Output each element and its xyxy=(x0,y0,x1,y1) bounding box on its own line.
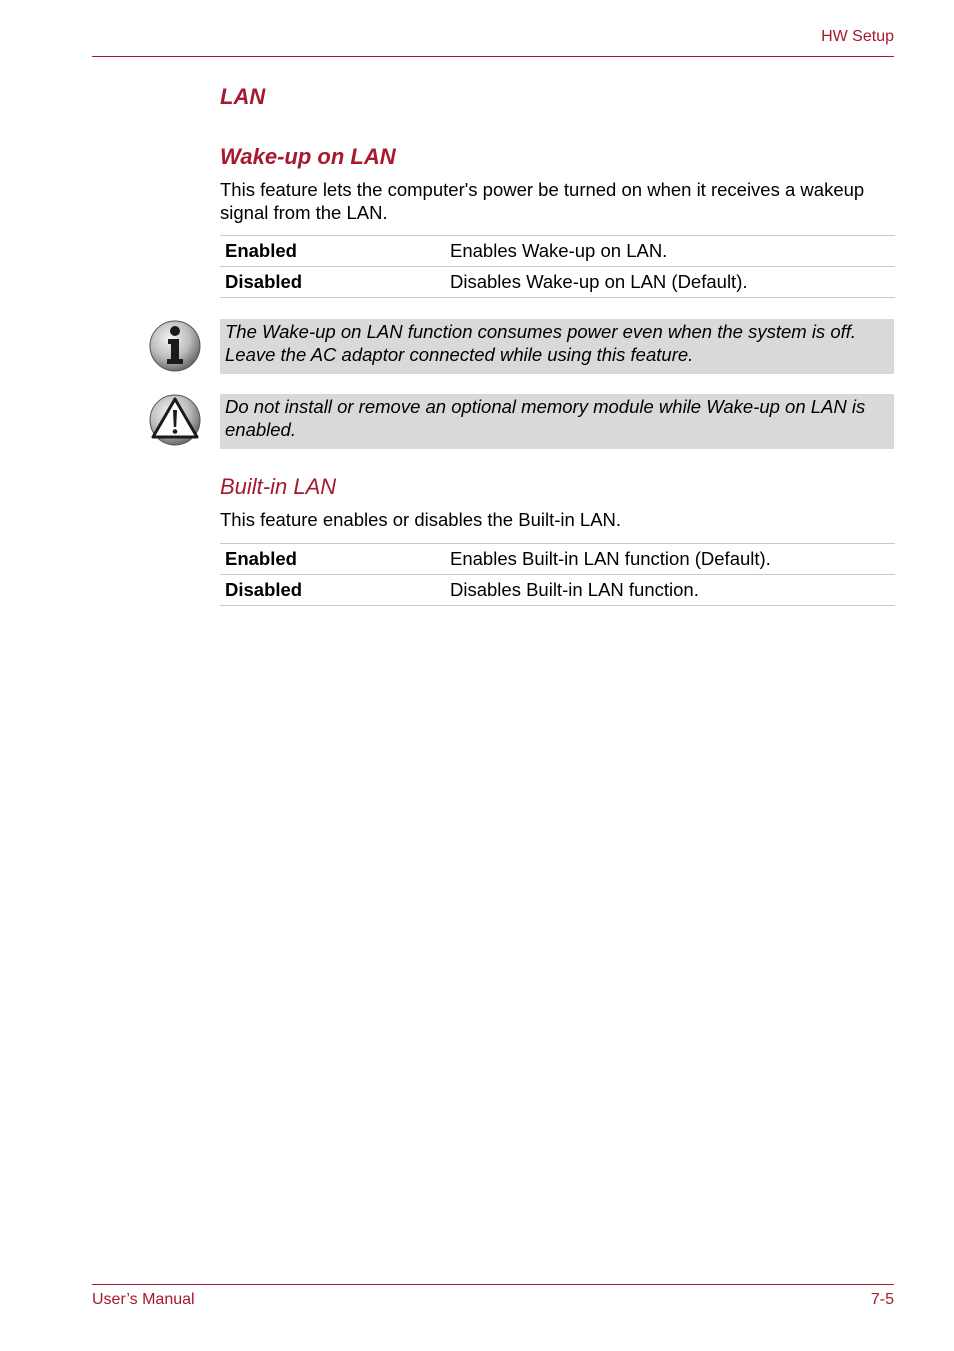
option-key: Enabled xyxy=(220,544,445,575)
subheading-wake-up-on-lan: Wake-up on LAN xyxy=(220,144,396,169)
warning-note: Do not install or remove an optional memory module while Wake-up on LAN is enabled. xyxy=(220,394,894,449)
info-icon xyxy=(148,319,202,373)
wake-options-table xyxy=(220,235,895,298)
table-row xyxy=(220,267,895,298)
header-divider xyxy=(92,56,894,57)
section-heading-lan: LAN xyxy=(220,84,266,109)
option-value: Enables Wake-up on LAN. xyxy=(445,236,895,267)
option-key: Disabled xyxy=(220,575,445,606)
footer-manual-title: User’s Manual xyxy=(92,1291,195,1308)
info-note: The Wake-up on LAN function consumes power even when the system is off. Leave the AC adaptor connected while using this feature. xyxy=(220,319,894,374)
builtin-description: This feature enables or disables the Built-in LAN. xyxy=(220,509,622,530)
table-row xyxy=(220,544,895,575)
option-value: Disables Wake-up on LAN (Default). xyxy=(445,267,895,298)
option-value: Disables Built-in LAN function. xyxy=(445,575,895,606)
table-row xyxy=(220,575,895,606)
running-header: HW Setup xyxy=(821,28,894,45)
option-key: Enabled xyxy=(220,236,445,267)
subheading-built-in-lan: Built-in LAN xyxy=(220,474,337,499)
wake-description: This feature lets the computer's power be turned on when it receives a wakeup signal from the LAN. xyxy=(220,179,865,223)
builtin-options-table xyxy=(220,543,895,606)
warning-icon xyxy=(148,393,202,447)
option-value: Enables Built-in LAN function (Default). xyxy=(445,544,895,575)
footer-divider xyxy=(92,1284,894,1285)
option-key: Disabled xyxy=(220,267,445,298)
table-row xyxy=(220,236,895,267)
page-number: 7-5 xyxy=(870,1291,894,1308)
